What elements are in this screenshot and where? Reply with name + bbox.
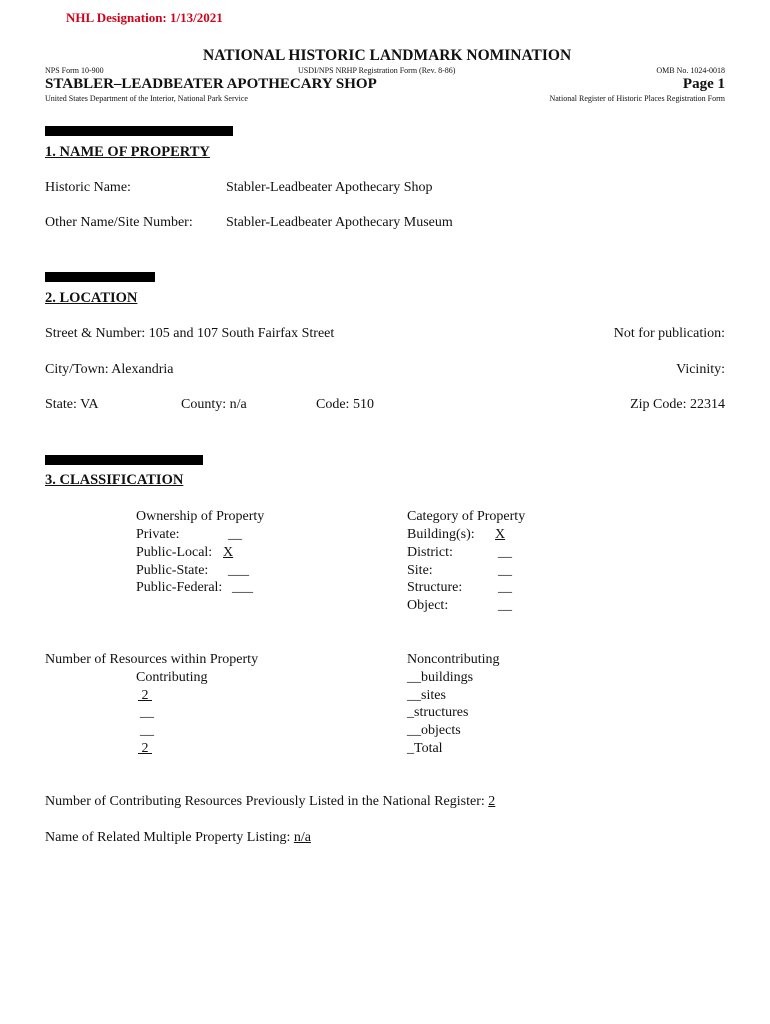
register-label: National Register of Historic Places Registration Form [549,94,725,103]
category-district-mark: __ [498,545,512,560]
property-name: STABLER–LEADBEATER APOTHECARY SHOP [45,76,377,92]
noncontributing-title: Noncontributing [407,652,500,667]
category-building-mark: X [495,527,506,542]
historic-name-label: Historic Name: [45,180,131,195]
page-number: Page 1 [682,76,725,92]
county: County: n/a [181,397,247,412]
ownership-public-local-label: Public-Local: [136,545,213,560]
category-structure-mark: __ [498,580,512,595]
section-divider-bar [45,272,155,282]
section-divider-bar [45,126,233,136]
ownership-public-local-mark: X [223,545,234,560]
category-district-label: District: [407,545,453,560]
section-heading-location: 2. LOCATION [45,290,138,306]
noncontributing-objects: __objects [407,723,461,738]
section-heading-name: 1. NAME OF PROPERTY [45,144,210,160]
street-number: Street & Number: 105 and 107 South Fairfax Street [45,326,335,341]
category-object-label: Object: [407,598,449,613]
category-object-mark: __ [498,598,512,613]
nps-form-number: NPS Form 10-900 [45,66,104,75]
resources-title: Number of Resources within Property [45,652,259,667]
contributing-buildings: 2 [138,688,152,703]
ownership-public-federal-label: Public-Federal: [136,580,223,595]
previously-listed: Number of Contributing Resources Previously Listed in the National Register: 2 [45,794,496,809]
other-name-value: Stabler-Leadbeater Apothecary Museum [226,215,453,230]
section-heading-classification: 3. CLASSIFICATION [45,472,184,488]
noncontributing-total: _Total [407,741,443,756]
noncontributing-buildings: __buildings [407,670,474,685]
omb-number: OMB No. 1024-0018 [656,66,725,75]
ownership-public-state-label: Public-State: [136,563,209,578]
other-name-label: Other Name/Site Number: [45,215,193,230]
contributing-sites: __ [140,705,154,720]
department-label: United States Department of the Interior, National Park Service [45,94,248,103]
city-town: City/Town: Alexandria [45,362,174,377]
zip-code: Zip Code: 22314 [630,397,725,412]
code: Code: 510 [316,397,374,412]
contributing-title: Contributing [136,670,208,685]
nhl-designation: NHL Designation: 1/13/2021 [66,10,223,25]
category-title: Category of Property [407,509,526,524]
state: State: VA [45,397,99,412]
related-multiple-property-listing: Name of Related Multiple Property Listing: n/a [45,830,311,845]
section-divider-bar [45,455,203,465]
category-structure-label: Structure: [407,580,463,595]
contributing-total: 2 [138,741,152,756]
historic-name-value: Stabler-Leadbeater Apothecary Shop [226,180,433,195]
vicinity: Vicinity: [676,362,725,377]
ownership-title: Ownership of Property [136,509,265,524]
ownership-private-mark: __ [228,527,242,542]
usdi-form-label: USDI/NPS NRHP Registration Form (Rev. 8-86) [298,66,456,75]
category-building-label: Building(s): [407,527,475,542]
ownership-public-federal-mark: ___ [232,580,253,595]
noncontributing-sites: __sites [407,688,446,703]
contributing-structures: __ [140,723,154,738]
category-site-mark: __ [498,563,512,578]
category-site-label: Site: [407,563,433,578]
form-title: NATIONAL HISTORIC LANDMARK NOMINATION [203,47,572,64]
noncontributing-structures: _structures [407,705,469,720]
ownership-public-state-mark: ___ [228,563,249,578]
not-for-publication: Not for publication: [613,326,725,341]
ownership-private-label: Private: [136,527,180,542]
